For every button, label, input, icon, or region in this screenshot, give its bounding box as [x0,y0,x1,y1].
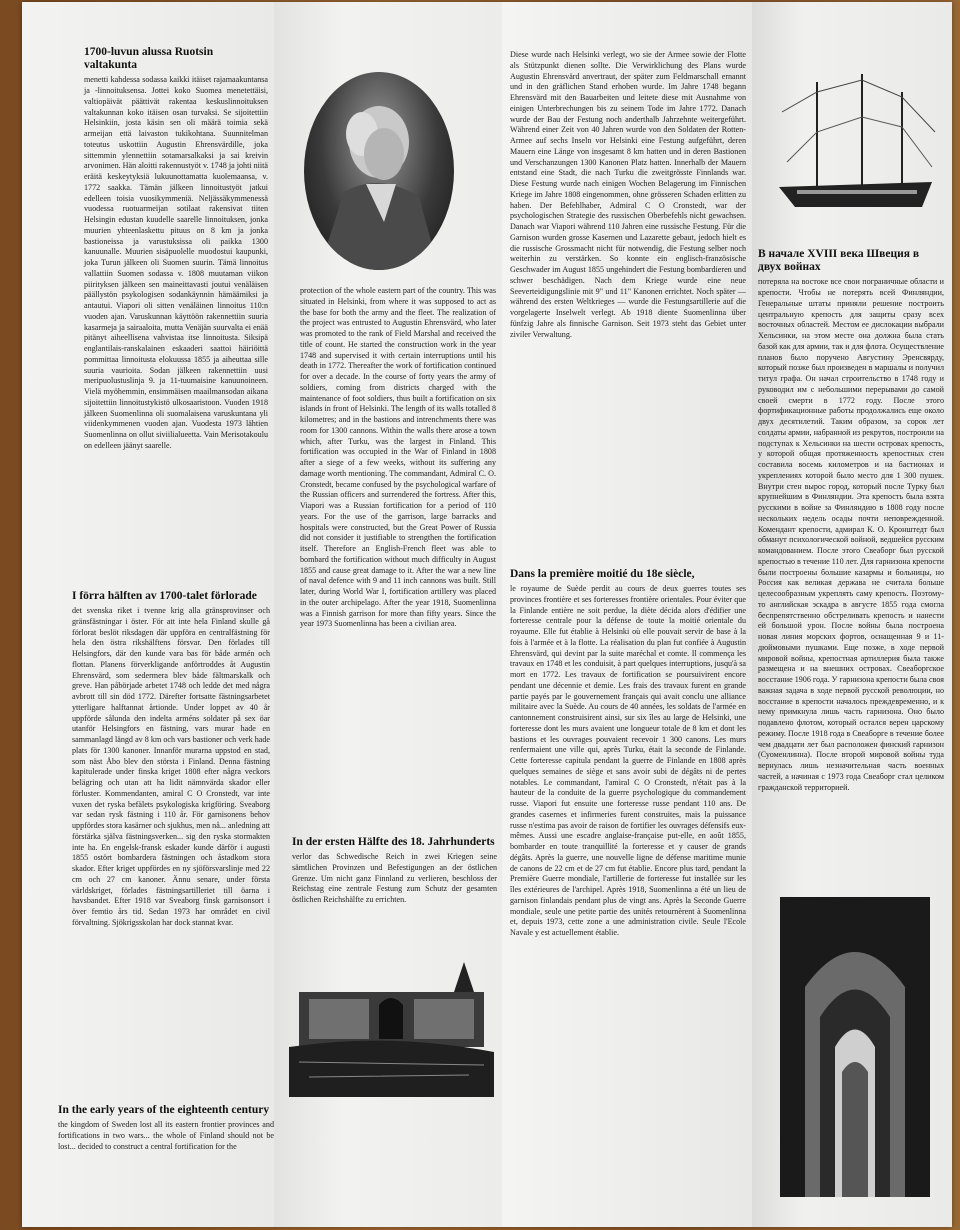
brochure-sheet [22,2,952,1227]
russian-section [758,248,944,793]
fortress-gate-drawing [289,947,494,1097]
french-title: Dans la première moitié du 18e siècle, [510,568,695,580]
finnish-title: 1700-luvun alussa Ruotsin valtakunta [84,46,214,72]
finnish-body: menetti kahdessa sodassa kaikki itäiset rajamaakuntansa ja -linnoituksensa. Jottei koko Suomea menetettäisi, valtiopäivät päättivät rakentaa keskuslinnoituksen valtakunnan koko itäisen osan turvaksi. Se sijoitettiin Helsinkiin, josta käsin sen oli määrä toimia sekä armeijan että laivaston tukikohtana. Suunnitelman toteutus uskottiin Augustin Ehrensvärdille, joka sittemmin ylennettiin sotamarsalkaksi ja sai kreivin arvonimen. Hän aloitti rakennustyöt v. 1748 ja johti niitä eräitä keskeytyksiä lukuunottamatta kuolemaansa, v. 1772 saakka. Tämän jälkeen linnoitustyöt jatkui edelleen toisia vuosikymmeniä. Neljässäkymmenessä vuodessa ruotuarmeijan sotilaat rakensivat tiiten Helsingin edustan kuudelle saarelle linnoituksen, jonka muurien yhteenlaskettu pituus on 8 km ja jonka bastioneissa ja varustuksissa oli paikka 1300 kanuunalle. Muurien sisäpuolelle muodostui kaupunki, joka Turun jälkeen oli Suomen suurin. Tämä linnoitus vallattiin Suomen sodassa v. 1808 muutaman viikon piirityksen jälkeen sen maineittavasti joutui venäläisen päällystön psykologisen sodankäynnin hämäämiksi ja antautui. Viapori oli sitten venäläinen linnoitus 110:n vuoden ajan. Varuskunnan käyttöön rakennettiin suuria kasarmeja ja sairaaloita, mutta Venäjän suurvalta ei enää pitänyt aiheellisena vahvistaa itse linnoitusta. Siksipä englantilais-ranskalainen eskaaderi saattoi häiriöittä pommittaa linnoitusta elokuussa 1855 ja aiheuttaa sille suuria vaurioita. Sodan jälkeen rakennettiin uusi meripuolustuslinja 9. ja 11-tuumaisine kanuunoineen. Vielä myöhemmin, ensimmäisen maailmansodan aikana sijoitettiin linnoitustykistö ulkosaaristoon. Vuoden 1918 jälkeen Suomenlinna oli suomalaisena varuskuntana yli viidenkymmenen vuoden ajan. Vuodesta 1973 lähtien Suomenlinna on ollut siviilialueetta. Vain Merisotakoulu on edelleen jäänyt saarelle. [84,75,268,450]
archway-drawing [780,897,930,1197]
german-section [292,836,497,906]
german-continued [510,50,746,340]
finnish-section [84,46,268,452]
portrait-illustration [304,72,454,270]
english-body: protection of the whole eastern part of the country. This was situated in Helsinki, from where it was supposed to act as the base for both the army and the fleet. The realization of the project was entrusted to Augustin Ehrensvärd, who later was promoted to the rank of Field Marshal and received the title of count. He started the construction work in the year 1748 and supervised it with certain interruptions until his death in 1772. Thereafter the work of fortification continued for over a decade. In the course of forty years the army of soldiers, coming from districts charged with the maintenance of foot soldiers, thus built a fortification on six islands in front of Helsinki. The length of its walls totalled 8 kilometres; and in the bastions and intrenchments there was room for 1300 cannons. Within the walls there arose a town which, after Turku, was the largest in Finland. This fortification was occupied in the War of Finland in 1808 after a siege of a few weeks, without its suffering any damage worth mentioning. The commandant, Admiral C. O. Cronstedt, became confused by the psychological warfare of the Russian officers and surrendered the fortress. After this, Viapori was a Russian fortification for a period of 110 years. For the use of the garrison, large barracks and hospitals were constructed, but the Great Power of Russia did not consider it justifiable to strengthen the fortification itself. Therefore an English-French fleet was able to bombard the fortification without much difficulty in August 1855 and cause great damage to it. After the war a new line of naval defence with 9 and 11 inch cannons was built. Still later, during World War I, fortification artillery was placed in the outer archipelago. After the year 1918, Suomenlinna was a Finnish garrison for more than fifty years. Since the year 1973 Suomenlinna has been a civilian area. [300,286,496,629]
german-body: Diese wurde nach Helsinki verlegt, wo sie der Armee sowie der Flotte als Stützpunkt dienen sollte. Die Verwirklichung des Plans wurde Augustin Ehrensvärd anvertraut, der später zum Feldmarschall ernannt und in den gräflichen Stand erhoben wurde. Im Jahre 1748 begann Ehrensvärd mit den Bauarbeiten und leitete diese mit Ausnahme von einigen Unterbrechungen bis zu seinem Tode im Jahre 1772. Danach wurde der Bau der Festung noch anderthalb Jahrzehnte weitergeführt. Während einer Zeit von 40 Jahren wurde von den Soldaten der Rotten-Armee auf sechs Inseln vor Helsinki eine Festung aufgeführt, deren Mauern eine Länge von insgesamt 8 km hatten und in deren Bastionen und Verschanzungen 1300 Kanonen Platz hatten. Innerhalb der Mauern entstand eine Stadt, die nach Turku die zweitgrösste Finnlands war. Diese Festung wurde nach einigen Wochen Belagerung im Finnischen Kriege im Jahre 1808 eingenommen, ohne grösseren Schaden erlitten zu haben. Der Befehlhaber, Admiral C O Cronstedt, war der psychologischen Strategie des russischen Oberbefehls nicht gewachsen. Danach war Viapori während 110 Jahren eine russische Festung. Für die Garnison wurden grosse Kasernen und Lazarette gebaut, jedoch hielt es die russische Grossmacht nicht für notwendig, die Festung selber noch weiterhin zu verstärken. So konnte ein englisch-französische Geschwader im August 1855 ungehindert die Festung bombardieren und schwer beschädigen. Nach dem Kriege wurde eine neue Seeverteidigungslinie mit 9" und 11" Kanonen errichtet. Noch später — während des ersten Weltkrieges — wurde die Festungsartillerie auf die vorgelagerte Inselwelt verlegt. Ab 1918 diente Suomenlinna über fünfzig Jahre als finnische Garnison. Seit 1973 steht das Gebiet unter ziviler Verwaltung. [510,50,746,339]
english-continued [300,286,496,630]
english-title: In the early years of the eighteenth century [58,1104,270,1116]
ehrensvard-portrait-image [304,72,454,270]
russian-body: потеряла на востоке все свои пограничные области и крепости. Чтобы не потерять всей Финляндии, Генеральные штаты приняли решение построить центральную крепость для защиты сразу всех восточных областей. Местом ее дислокации выбрали Хельсинки, на этом месте она должна была стать базой как для армии, так и для флота. Осуществление планов было поручено Августину Эренсвярду, который позже был произведен в маршалы и получил титул графа. Он начал строительство в 1748 году и руководил им с небольшими перерывами до самой своей смерти в 1772 году. После этого фортификационные работы продолжались еще около двух десятилетий. Таким образом, за сорок лет солдаты армии, набранной из рекрутов, построили на подступах к Хельсинки на шести островах крепость, у которой общая протяженность крепостных стен составила восемь километров и на бастионах и укреплениях которой было место для 1 300 пушек. Внутри стен вырос город, который после Турку был крупнейшим в Финляндии. Эта крепость была взята русскими в войне за Финляндию в 1808 году после нескольких недель осады почти неповрежденной. Комендант крепости, адмирал К. О. Кронштедт был обманут психологической войной, ведшейся русским командованием. После этого Свеаборг был русской крепостью в течение 110 лет. Для гарнизона крепости были построены большие казармы и больницы, но Россия как великая держава не считала больше целесообразным укреплять саму крепость. Поэтому-то английская эскадра в августе 1855 года смогла беспрепятственно обстреливать крепость и нанести ей большой урон. После войны была построена новая линия морских фортов, оснащенная 9 и 11-дюймовыми пушками. Еще позже, в ходе первой мировой войны, крепостная артиллерия была также размещена и на внешних островах. Свеаборгское восстание 1906 года. У гарнизона крепости была своя важная задача в ходе первой русской революции, но восстание в крепости началось преждевременно, и к нему примкнула лишь часть гарнизона. Оно было подавлено флотом, который остался верен царскому режиму. После 1918 года в Свеаборге в течение более чем двадцати лет был расположен финский гарнизон (Суоменлинна). После второй мировой войны туда вернулась лишь незначительная часть военных частей, а начиная с 1973 года Свеаборг стал целиком гражданской территорией. [758,277,944,792]
panel-english-german [274,2,502,1227]
panel-german-french [502,2,752,1227]
french-section [510,568,746,939]
panel-russian [752,2,952,1227]
english-body-start: the kingdom of Sweden lost all its eastern frontier provinces and fortifications in two wars... the whole of Finland should not be lost... decided to construct a central fortification for the [58,1120,274,1151]
swedish-section [72,590,270,929]
russian-title: В начале XVIII века Швеция в двух войнах [758,248,920,274]
swedish-body: det svenska riket i tvenne krig alla gränsprovinser och gränsfästningar i öster. För att inte hela Finland skulle gå förlorat beslöt riksdagen där uppföra en centralfästning för hela den östra rikshälftens försvar. Den förlades till Helsingfors, där den kunde vara bas för både armén och flottan. Planens förverkligande anförtroddes åt Augustin Ehrensvärd, som sedermera blev både fältmarskalk och greve. Han påbörjade arbetet 1748 och ledde det med några avbrott till sin död 1772. Därefter fortsatte fästningsarbetet ytterligare halftannat årtionde. Under loppet av 40 år uppförde sålunda den indelta arméns soldater på sex öar utanför Helsingfors en fästning, vars murar hade en sammanlagd längd av 8 km och vars bastioner och verk hade plats för 1300 kanoner. Innanför murarna uppstod en stad, som näst Åbo blev den största i Finland. Denna fästning kapitulerade under finska kriget 1808 efter några veckors belägring och utan att ha lidit nämnvärda skador eller förluster. Kommendanten, amiral C O Cronstedt, var inte vuxen det ryska befälets psykologiska krigföring. Sveaborg var sedan rysk fästning i 110 år. För garnisonens behov uppfördes stora kasärner och sjukhus, men nå... anledning att förstärka själva fästningsverken... sig den ryska stormakten inte ha. En engelsk-fransk eskader kunde därför i augusti 1855 ostört bombardera fästningen och åstadkom stora skador. Efter kriget uppfördes en ny sjöförsvarslinje med 22 cm och 27 cm kanoner. Ännu senare, under första världskriget, förlades fästningsartilleriet till öarna i havsbandet. Efter 1918 var Sveaborg finsk garnisonsort i över femtio års tid. Sedan 1973 har området en civil förvaltning. Sjökrigsskolan har dock stannat kvar. [72,606,270,927]
english-section [58,1104,274,1152]
archway-illustration [780,897,930,1197]
ship-drawing [777,72,937,222]
french-body: le royaume de Suède perdit au cours de deux guerres toutes ses provinces frontière et ses forteresses frontière orientales. Pour éviter que la Finlande entière ne soit perdue, la diète décida alors d'édifier une forteresse centrale pour la défense de toute la moitié orientale du royaume. Elle fut établie à Helsinki où elle pouvait servir de base à la fois à l'armée et à la flotte. La réalisation du plan fut confiée à Augustin Ehrensvärd, qui devint par la suite maréchal et comte. Il commença les travaux en 1748 et les conduisit, à part quelques interruptions, jusqu'à sa mort en 1772. Les travaux de fortification se poursuivirent encore pendant une décennie et demie. Les frais des travaux furent en grande partie payés par le gouvernement français qui avait conclu une alliance militaire avec la Suède. Au cours de 40 années, les soldats de l'armée en cantonnement construisirent ainsi, sur six îles au large de Helsinki, une forteresse dont les murs avaient une longueur totale de 8 km et dont les bastions et les ouvrages pouvaient recevoir 1 300 canons. Les murs renfermaient une ville qui, après Turku, était la seconde de Finlande. Cette forteresse capitula pendant la guerre de Finlande en 1808 après quelques semaines de siège et sans avoir subi de dégâts ni de pertes notables. Le commandant, l'amiral C O Cronstedt, n'était pas à la hauteur de la conduite de la guerre psychologique du commandement russe. Viapori fut ensuite une forteresse russe pendant 110 ans. De grandes casernes et infirmeries furent construites, mais la puissance russe n'estima pas avoir de raison de fortifier les ouvrages défensifs eux-mêmes. Aussi une escadre anglaise-française put-elle, en août 1855, bombarder en toute tranquillité la forteresse et y causer de grands dégâts. Après la guerre, une nouvelle ligne de défense maritime munie de canons de 22 cm et de 27 cm fut établie. Encore plus tard, pendant la Première Guerre mondiale, l'artillerie de forteresse fut installée sur les îles extérieures de l'archipel. Après 1918, Suomenlinna a été un lieu de garnison finlandais pendant plus de vingt ans. Après la Seconde Guerre mondiale, seule une petite partie des unités retournèrent à Suomenlinna et, depuis 1973, cette zone a une administration civile. Seule l'Ecole Navale y est actuellement établie. [510,584,746,938]
german-body-start: verlor das Schwedische Reich in zwei Kriegen seine sämtlichen Provinzen und Befestigungen an der östlichen Grenze. Um nicht ganz Finnland zu verlieren, beschloss der Reichstag eine zentrale Festung zum Schutz der gesamten östlichen Reichshälfte zu errichten. [292,852,497,905]
german-title: In der ersten Hälfte des 18. Jahrhunderts [292,836,495,848]
swedish-title: I förra hälften av 1700-talet förlorade [72,590,257,602]
fortress-gate-illustration [289,947,494,1097]
sailing-ship-illustration [777,72,937,222]
panel-finnish-swedish [22,2,274,1227]
